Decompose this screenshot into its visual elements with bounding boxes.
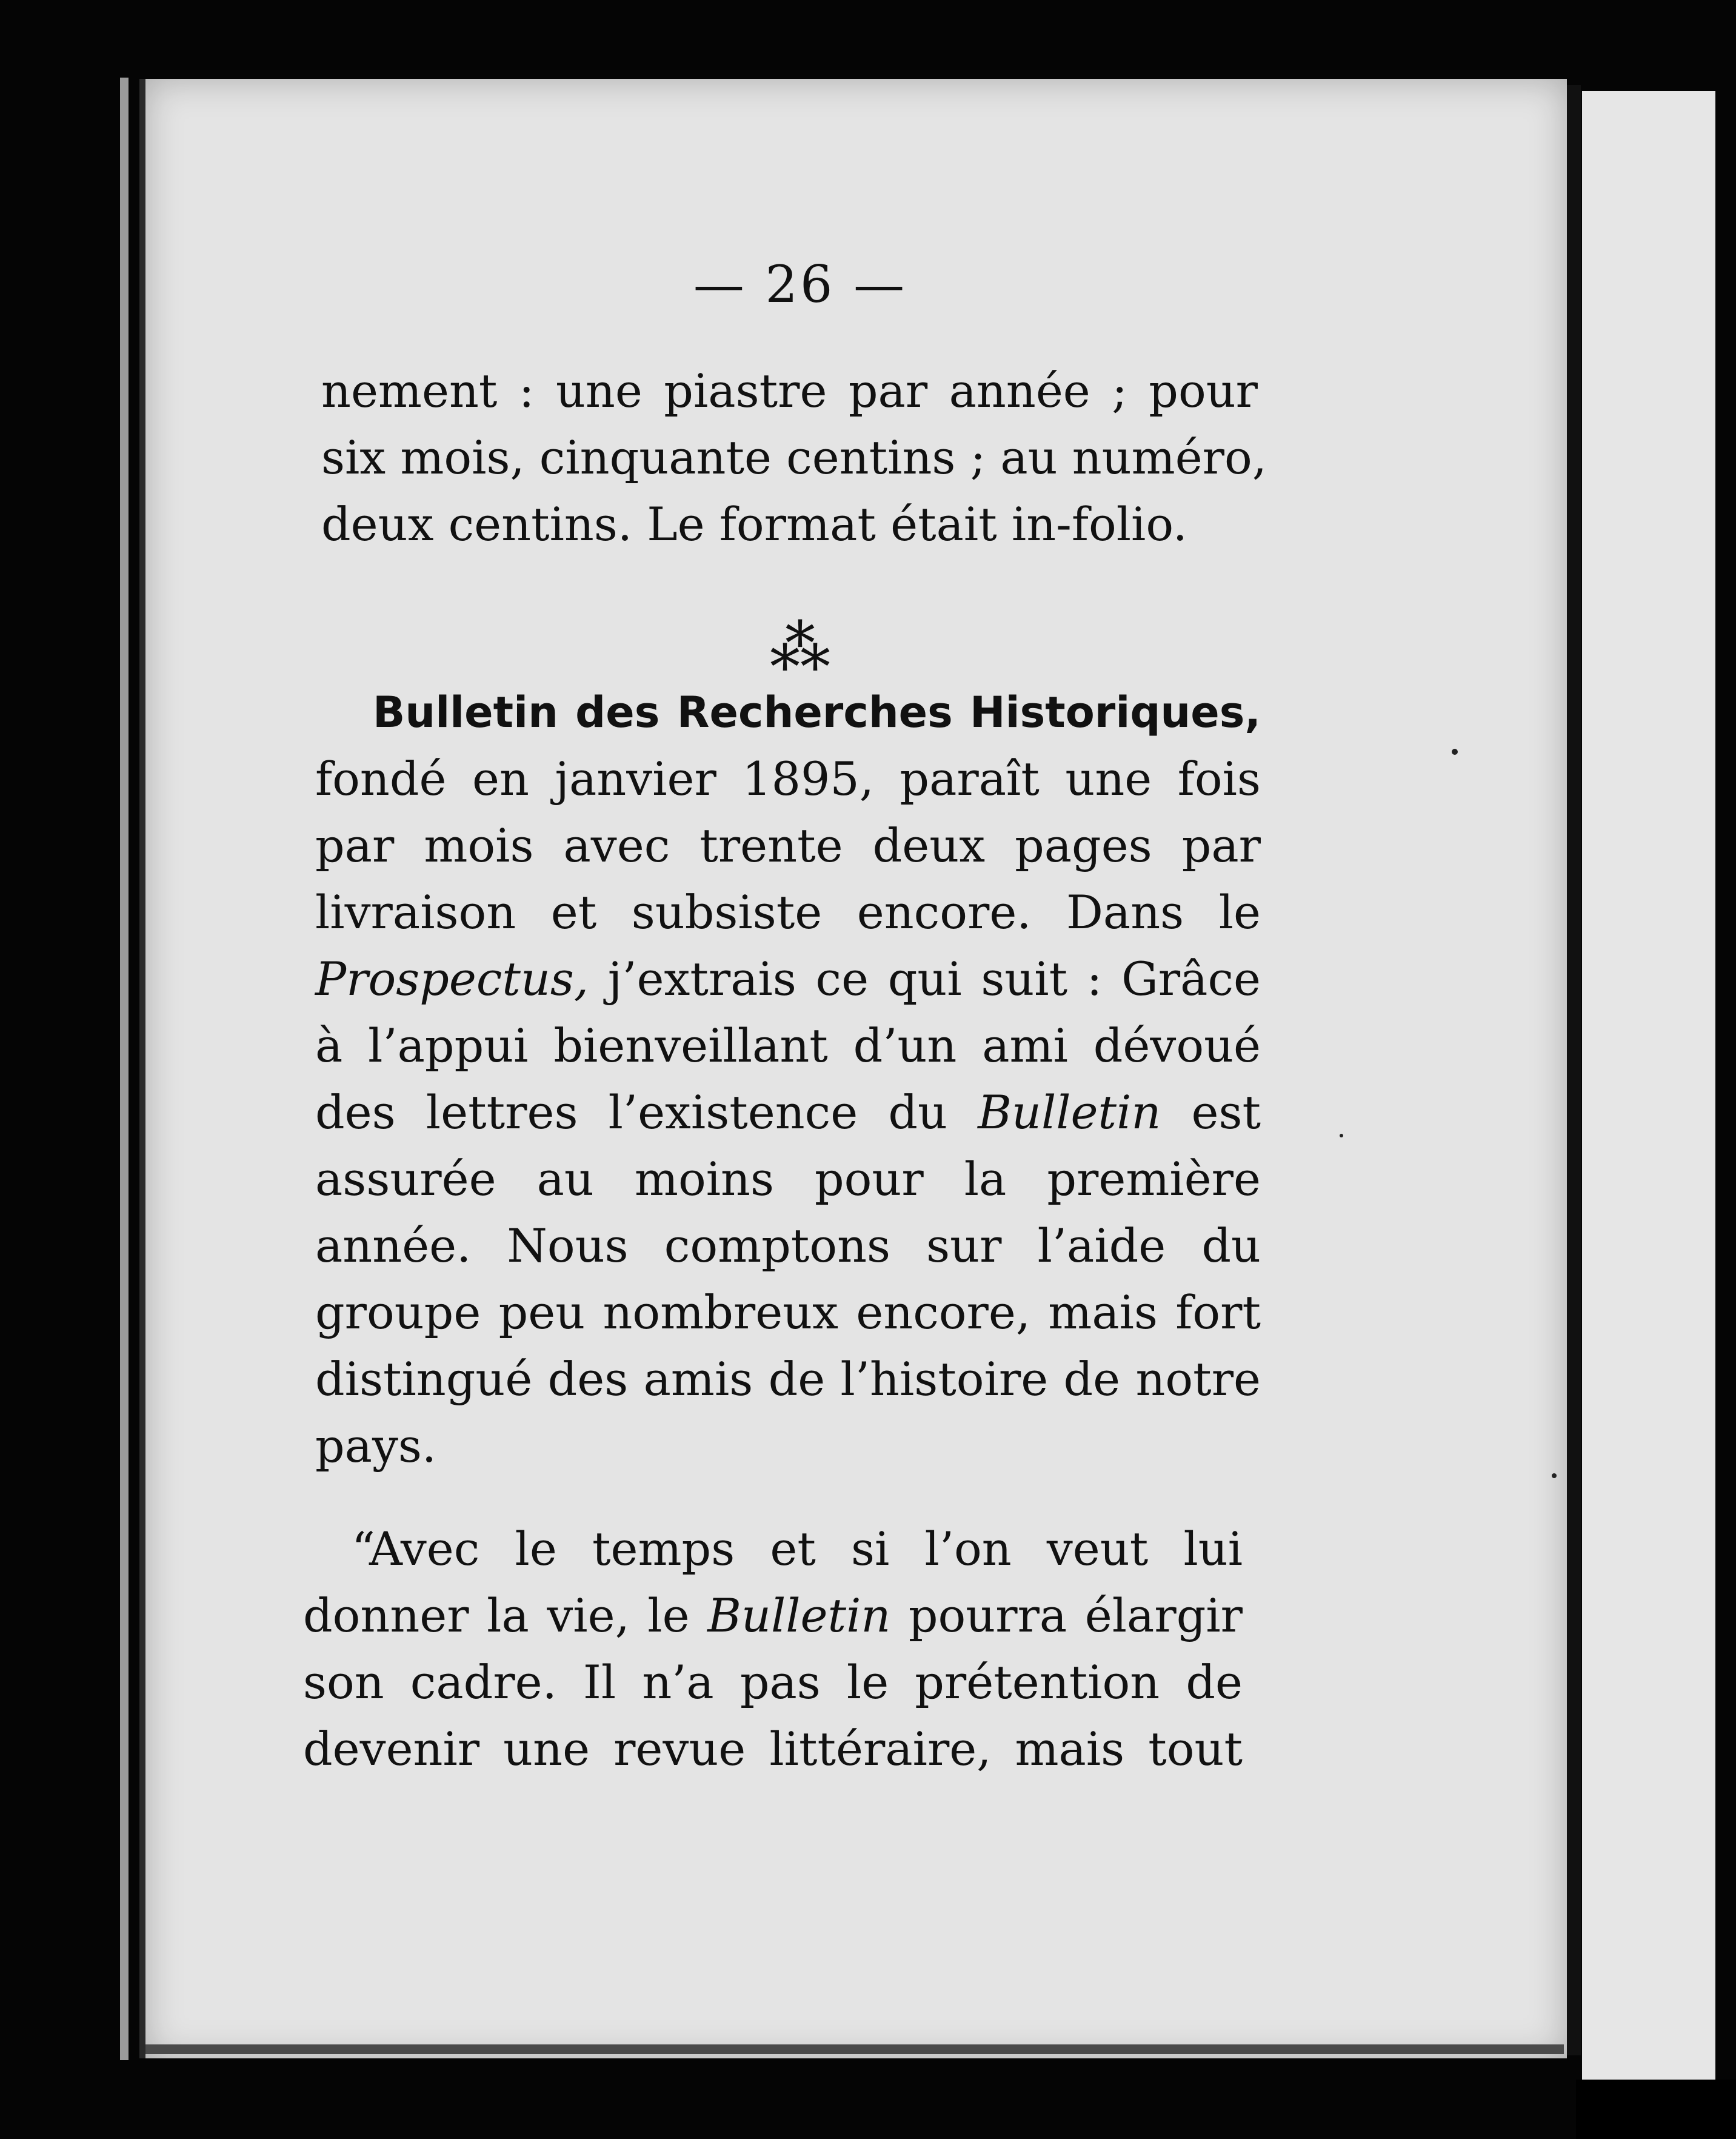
text-fragment: j’extrais ce qui suit : Grâce (589, 952, 1261, 1006)
page-number: — 26 — (693, 255, 907, 314)
text-line: pays. (315, 1419, 437, 1473)
text-line: livraison et subsiste encore. Dans le (315, 885, 1261, 939)
scan-speck (1452, 749, 1458, 755)
page-edge-bottom (145, 2044, 1564, 2054)
text-line: six mois, cinquante centins ; au numéro, (321, 430, 1267, 484)
text-line: “Avec le temps et si l’on veut lui (352, 1522, 1243, 1576)
text-line: année. Nous comptons sur l’aide du (315, 1219, 1261, 1273)
text-line: devenir une revue littéraire, mais tout (303, 1722, 1243, 1776)
paragraph-quote (303, 1516, 1243, 1782)
text-line (315, 946, 1261, 1013)
paragraph-subscription (321, 358, 1267, 558)
italic-title: Prospectus, (315, 952, 589, 1006)
text-line: deux centins. Le format était in-folio. (321, 497, 1187, 551)
page-edge-left (120, 78, 129, 2060)
text-line: par mois avec trente deux pages par (315, 818, 1261, 872)
text-fragment: pourra élargir (890, 1588, 1243, 1642)
text-line (315, 1079, 1261, 1146)
paragraph-bulletin (315, 679, 1261, 1479)
asterism-separator: ⁂ (770, 612, 830, 683)
next-page-margin (1582, 91, 1715, 2092)
scan-speck (1340, 1134, 1343, 1137)
text-line: fondé en janvier 1895, paraît une fois (315, 752, 1261, 806)
text-line: à l’appui bienveillant d’un ami dévoué (315, 1019, 1261, 1073)
italic-title: Bulletin (978, 1085, 1161, 1139)
text-line: distingué des amis de l’histoire de notre (315, 1352, 1261, 1406)
text-line (303, 1582, 1243, 1649)
text-line: nement : une piastre par année ; pour (321, 364, 1258, 418)
italic-title: Bulletin (707, 1588, 891, 1642)
text-line: son cadre. Il n’a pas le prétention de (303, 1655, 1243, 1709)
text-fragment: des lettres l’existence du (315, 1085, 978, 1139)
bulletin-heading: Bulletin des Recherches Historiques, (373, 688, 1261, 737)
text-fragment: est (1161, 1085, 1261, 1139)
scan-speck (1552, 1473, 1557, 1478)
text-line: assurée au moins pour la première (315, 1152, 1261, 1206)
text-fragment: donner la vie, le (303, 1588, 708, 1642)
text-line: groupe peu nombreux encore, mais fort (315, 1285, 1261, 1339)
next-page-shadow (1576, 2080, 1736, 2139)
